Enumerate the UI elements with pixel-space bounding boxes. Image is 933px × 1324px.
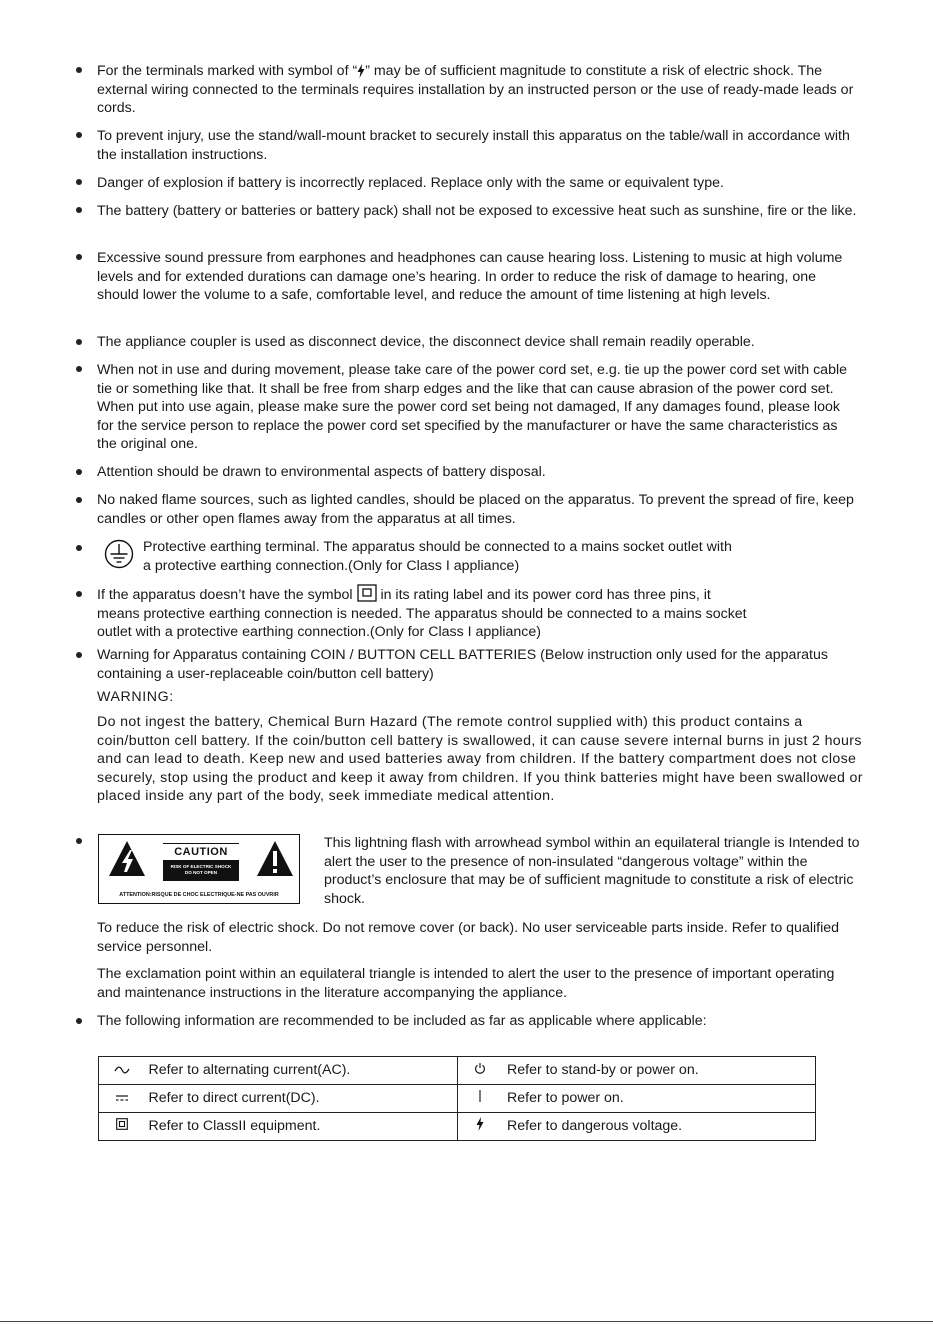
protective-earth-icon [104, 539, 134, 569]
table-cell: Refer to direct current(DC). [145, 1085, 458, 1113]
bullet [76, 1018, 82, 1024]
bullet [76, 497, 82, 503]
bullet [76, 469, 82, 475]
bullet [76, 207, 82, 213]
power-cord-note: When not in use and during movement, please take care of the power cord set, e.g. tie up the power cord set with cable tie or something like that. It shall be free from sharp edges and the like that can cause abrasion of the power cord set. When put into use again, please make sure the power cord set being not damaged, If any damages found, please look for the service person to replace the power cord set specified by the manufacturer or have the same characteristics as the original one. [97, 362, 847, 453]
text: If the apparatus doesn’t have the symbol [97, 587, 353, 603]
lightning-description: This lightning flash with arrowhead symbol within an equilateral triangle is Intended to alert the user to the presence of non-insulated “dangerous voltage” within the product’s enclosure that may be of sufficient magnitude to constitute a risk of electric shock. [324, 835, 860, 907]
table-cell [99, 1085, 145, 1113]
caution-attention: ATTENTION:RISQUE DE CHOC ELECTRIQUE-NE PAS OUVRIR [119, 892, 279, 898]
ac-wave-icon [114, 1066, 130, 1074]
caution-label [98, 834, 300, 904]
table-cell [457, 1057, 503, 1085]
coin-battery-warning: Warning for Apparatus containing COIN / BUTTON CELL BATTERIES (Below instruction only used for the apparatus containing a user-replaceable coin/button cell battery) [97, 647, 828, 682]
bullet [76, 132, 82, 138]
warning-heading: WARNING: [97, 689, 174, 705]
caution-panel [163, 843, 239, 881]
class-i-note [97, 584, 757, 642]
table-cell [99, 1057, 145, 1085]
protective-earth-note: Protective earthing terminal. The apparatus should be connected to a mains socket outlet with a protective earthing connection.(Only for Class I appliance) [143, 539, 732, 574]
bullet [76, 67, 82, 73]
bullet [76, 254, 82, 260]
table-cell [457, 1085, 503, 1113]
terminal-warning [97, 62, 857, 118]
exclamation-triangle-icon [255, 839, 295, 879]
caution-subtitle [163, 864, 239, 876]
symbols-table [98, 1056, 816, 1141]
warning-body: Do not ingest the battery, Chemical Burn Hazard (The remote control supplied with) this product contains a coin/button cell battery. If the coin/button cell battery is swallowed, it can cause severe internal burns in just 2 hours and can lead to death. Keep new and used batteries away from children. If the battery compartment does not close securely, stop using the product and keep it away from children. If you think batteries might have been swallowed or placed inside any part of the body, seek immediate medical attention. [97, 714, 863, 805]
table-cell: Refer to stand-by or power on. [503, 1057, 815, 1085]
hearing-warning: Excessive sound pressure from earphones and headphones can cause hearing loss. Listening to music at high volume levels and for extended durations can damage one’s hearing. In order to reduce the risk of damage to hearing, one should lower the volume to a safe, comfortable level, and reduce the amount of time listening at high levels. [97, 250, 843, 304]
table-row [99, 1113, 816, 1141]
bullet [76, 545, 82, 551]
bullet [76, 179, 82, 185]
text: For the terminals marked with symbol of “ [97, 63, 358, 79]
symbols-intro: The following information are recommended to be included as far as applicable where applicable: [97, 1013, 707, 1029]
page-bottom-rule [0, 1321, 933, 1322]
power-on-icon [478, 1090, 482, 1102]
battery-explosion-warning: Danger of explosion if battery is incorrectly replaced. Replace only with the same or equivalent type. [97, 175, 724, 191]
naked-flame-warning: No naked flame sources, such as lighted candles, should be placed on the apparatus. To prevent the spread of fire, keep candles or other open flames away from the apparatus at all times. [97, 492, 854, 527]
lightning-triangle-icon [107, 839, 147, 879]
bullet [76, 366, 82, 372]
battery-heat-warning: The battery (battery or batteries or battery pack) shall not be exposed to excessive heat such as sunshine, fire or the like. [97, 203, 857, 219]
text: ” may be of sufficient magnitude to constitute a risk of electric shock. The external wiring connected to the terminals requires installation by an instructed person or the use of ready-made leads or cords. [97, 63, 854, 117]
bracket-instruction: To prevent injury, use the stand/wall-mount bracket to securely install this apparatus on the table/wall in accordance with the installation instructions. [97, 128, 850, 163]
standby-power-icon [474, 1062, 486, 1074]
class-ii-icon [357, 584, 377, 602]
exclamation-description: The exclamation point within an equilateral triangle is intended to alert the user to the presence of important operating and maintenance instructions in the literature accompanying the appliance. [97, 966, 835, 1001]
bullet [76, 838, 82, 844]
bullet [76, 591, 82, 597]
lightning-bolt-icon [476, 1117, 484, 1131]
text: in its rating label and its power cord has three pins, it means protective earthing connection is needed. The apparatus should be connected to a mains socket outlet with a protective earthing connection.(Only for Class I appliance) [97, 587, 747, 641]
table-row [99, 1085, 816, 1113]
text: DO NOT OPEN [184, 870, 218, 875]
table-cell: Refer to dangerous voltage. [503, 1113, 815, 1141]
lightning-bolt-icon [357, 64, 365, 78]
coupler-note: The appliance coupler is used as disconnect device, the disconnect device shall remain readily operable. [97, 334, 755, 350]
bullet [76, 339, 82, 345]
shock-instruction: To reduce the risk of electric shock. Do not remove cover (or back). No user serviceable parts inside. Refer to qualified service personnel. [97, 920, 840, 955]
class-ii-icon [116, 1118, 128, 1130]
text: RISK OF ELECTRIC SHOCK [170, 864, 232, 869]
bullet [76, 652, 82, 658]
battery-disposal-note: Attention should be drawn to environmental aspects of battery disposal. [97, 464, 546, 480]
dc-icon [115, 1094, 129, 1102]
table-cell: Refer to ClassII equipment. [145, 1113, 458, 1141]
table-cell [457, 1113, 503, 1141]
table-cell: Refer to alternating current(AC). [145, 1057, 458, 1085]
table-cell [99, 1113, 145, 1141]
table-cell: Refer to power on. [503, 1085, 815, 1113]
table-row [99, 1057, 816, 1085]
caution-title: CAUTION [163, 844, 239, 860]
